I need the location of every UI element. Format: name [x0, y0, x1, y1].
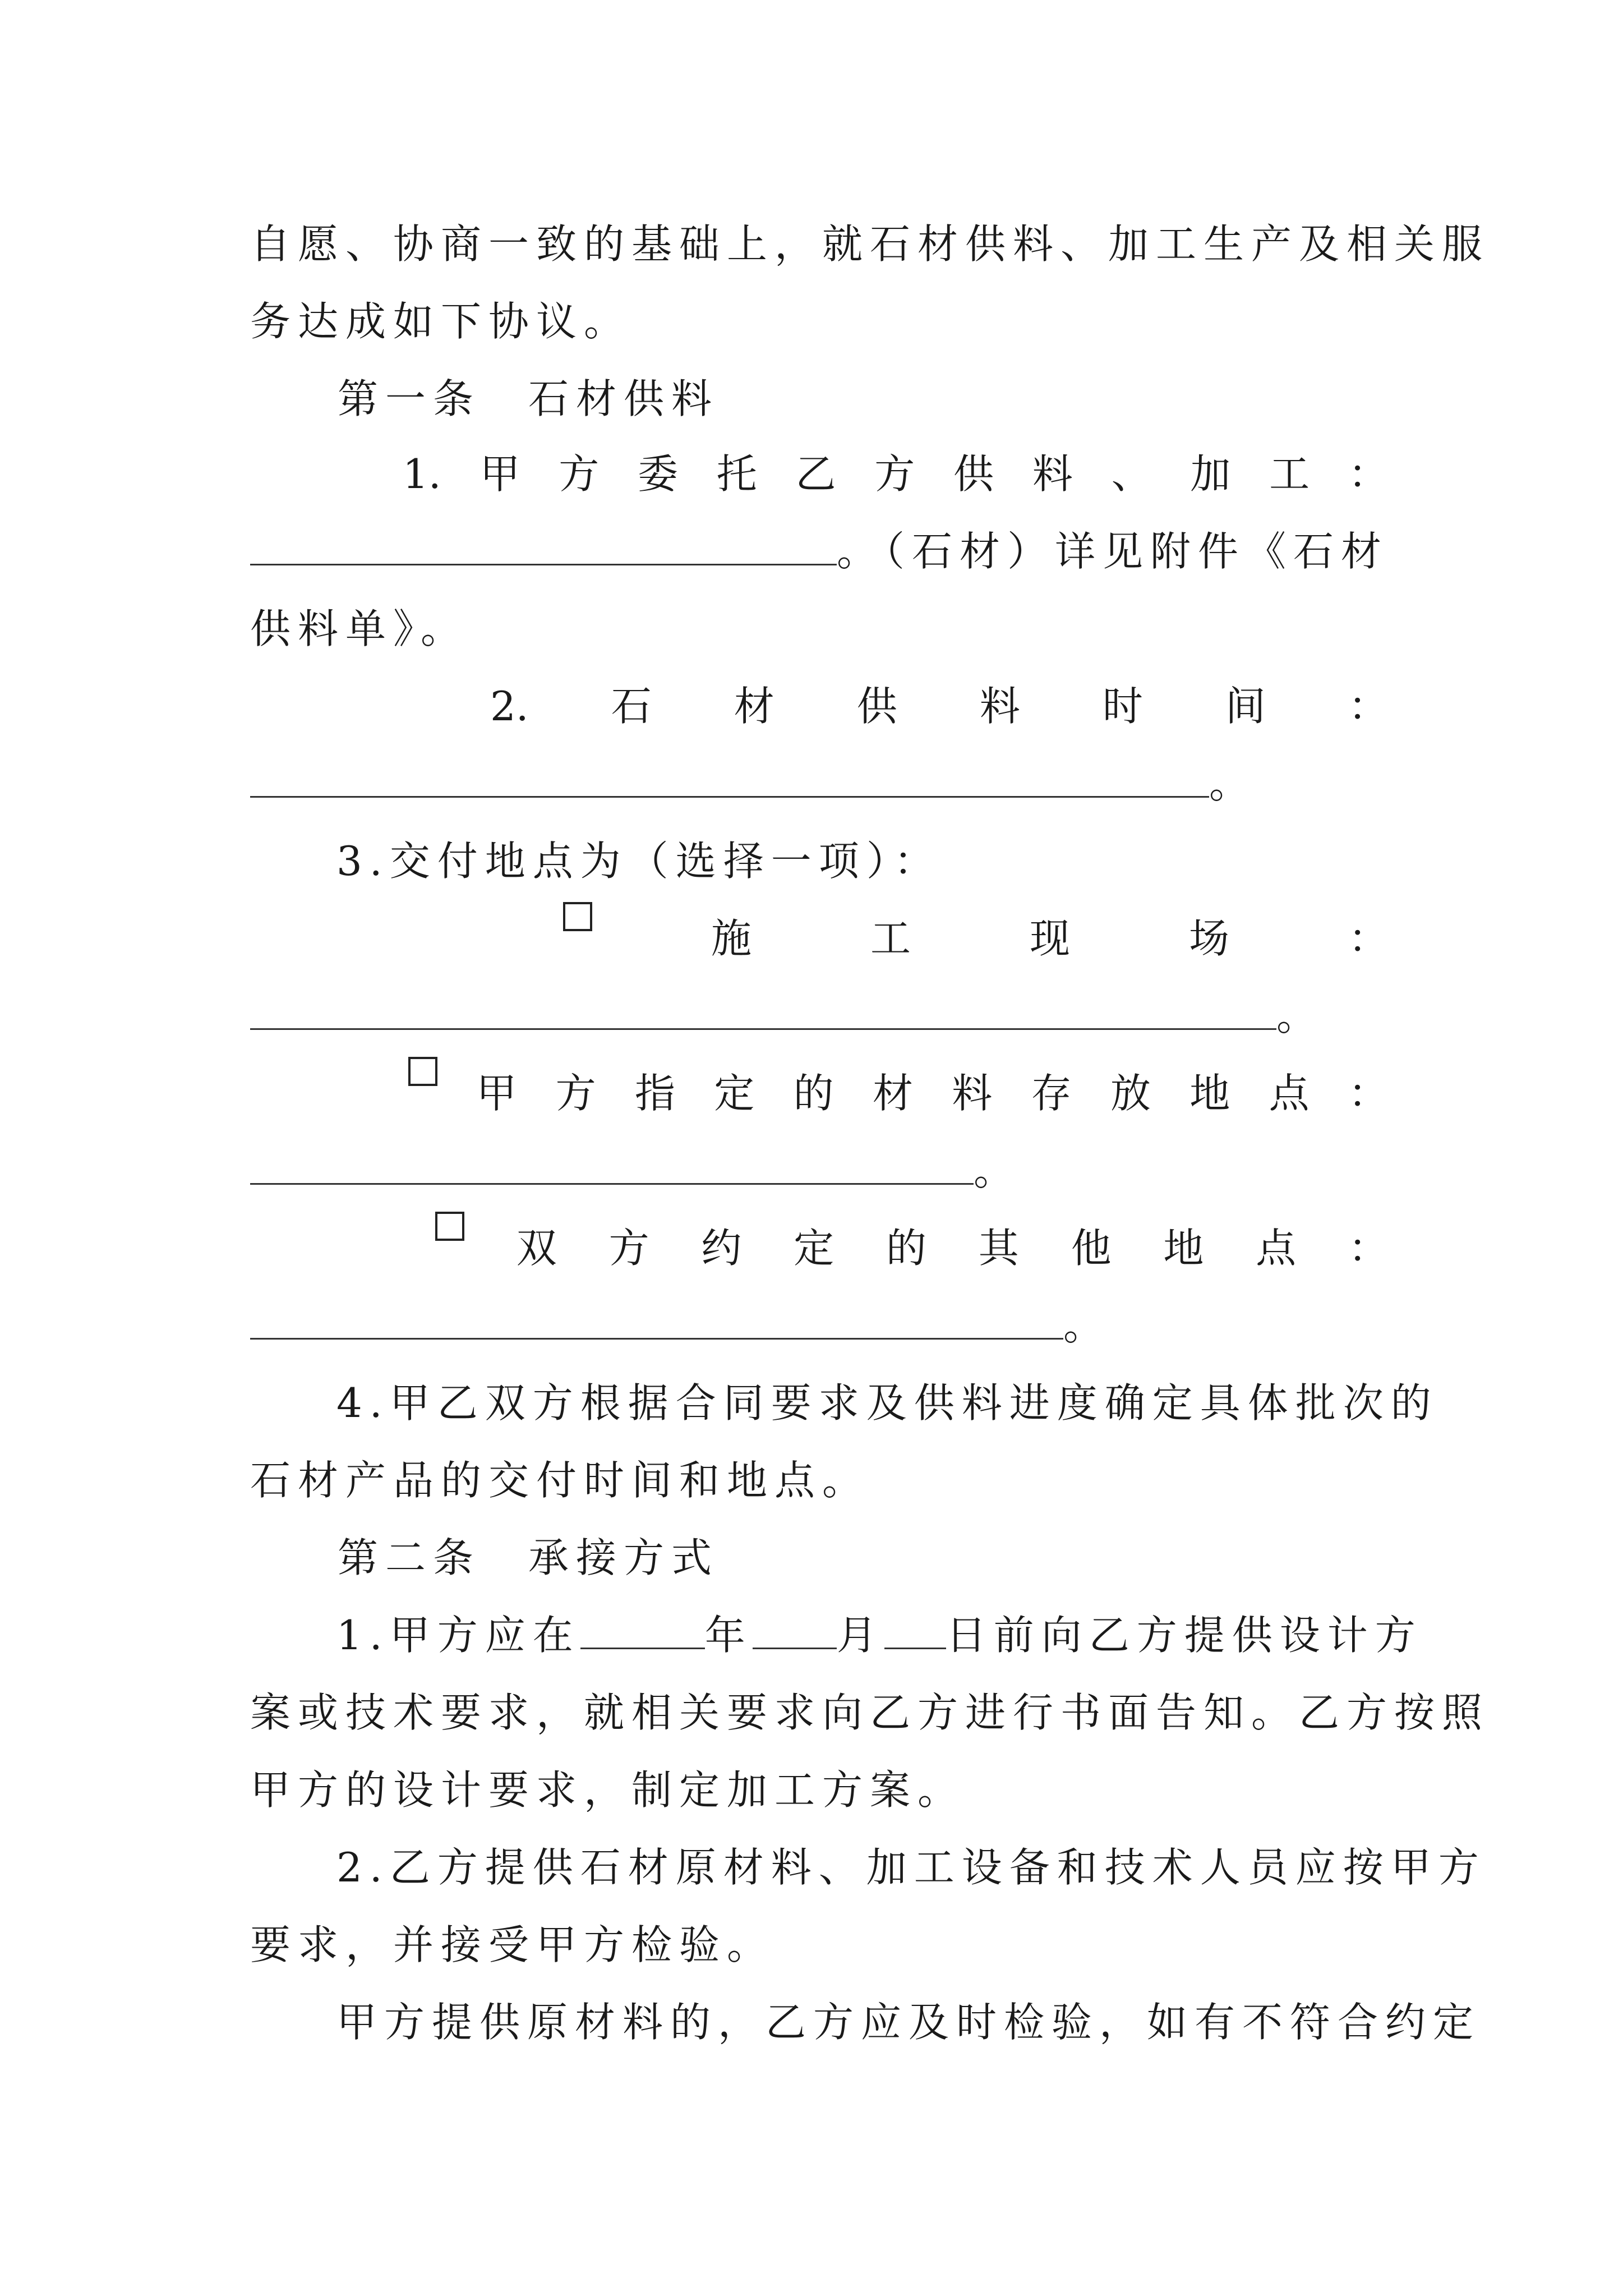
blank-line [250, 996, 1276, 1030]
article-title: 第一条 石材供料 [338, 375, 720, 422]
text-line: 2.乙方提供石材原材料、加工设备和技术人员应按甲方 [336, 1844, 1486, 1891]
option-1-head: 施 工 现 场 ： [563, 902, 1389, 975]
option-3-head: 双 方 约 定 的 其 他 地 点 ： [435, 1212, 1389, 1285]
year-blank [580, 1615, 705, 1649]
text-line: 甲方的设计要求，制定加工方案。 [250, 1766, 966, 1814]
item-2-blank: 。 [250, 747, 1389, 820]
item-1-head: 1. 甲 方 委 托 乙 方 供 料 、 加 工 ： [403, 450, 1389, 498]
item-2-head: 2. 石 材 供 料 时 间 ： [490, 683, 1389, 730]
text-line: 要求，并接受甲方检验。 [250, 1921, 775, 1968]
blank-line [250, 1151, 974, 1185]
text-line: 案或技术要求，就相关要求向乙方进行书面告知。乙方按照 [250, 1689, 1490, 1736]
text-line: 自愿、协商一致的基础上，就石材供料、加工生产及相关服 [250, 220, 1490, 268]
text-line: 4.甲乙双方根据合同要求及供料进度确定具体批次的 [336, 1379, 1438, 1427]
option-3-blank: 。 [250, 1289, 1389, 1362]
blank-line [250, 1305, 1063, 1340]
day-blank [884, 1615, 946, 1649]
blank-line [250, 531, 837, 565]
month-blank [753, 1615, 837, 1649]
checkbox-icon[interactable] [563, 902, 592, 931]
text-line: 3.交付地点为（选择一项）： [336, 838, 942, 885]
option-2-blank: 。 [250, 1134, 1389, 1207]
item-1-date-line: 1.甲方应在 年 月 日前向乙方提供设计方 [336, 1612, 1423, 1659]
article-title: 第二条 承接方式 [338, 1534, 720, 1581]
checkbox-icon[interactable] [435, 1212, 464, 1241]
text-line: 务达成如下协议。 [250, 298, 632, 345]
checkbox-icon[interactable] [408, 1057, 437, 1086]
text-line: 供料单》。 [250, 605, 469, 652]
option-2-head: 甲 方 指 定 的 材 料 存 放 地 点 ： [408, 1057, 1389, 1130]
blank-line [250, 763, 1209, 798]
item-1-tail: 。（石材）详见附件《石材 [250, 515, 1389, 588]
text-line: 石材产品的交付时间和地点。 [250, 1457, 870, 1504]
text-line: 甲方提供原材料的，乙方应及时检验，如有不符合约定 [336, 1999, 1481, 2046]
option-1-blank: 。 [250, 979, 1389, 1052]
